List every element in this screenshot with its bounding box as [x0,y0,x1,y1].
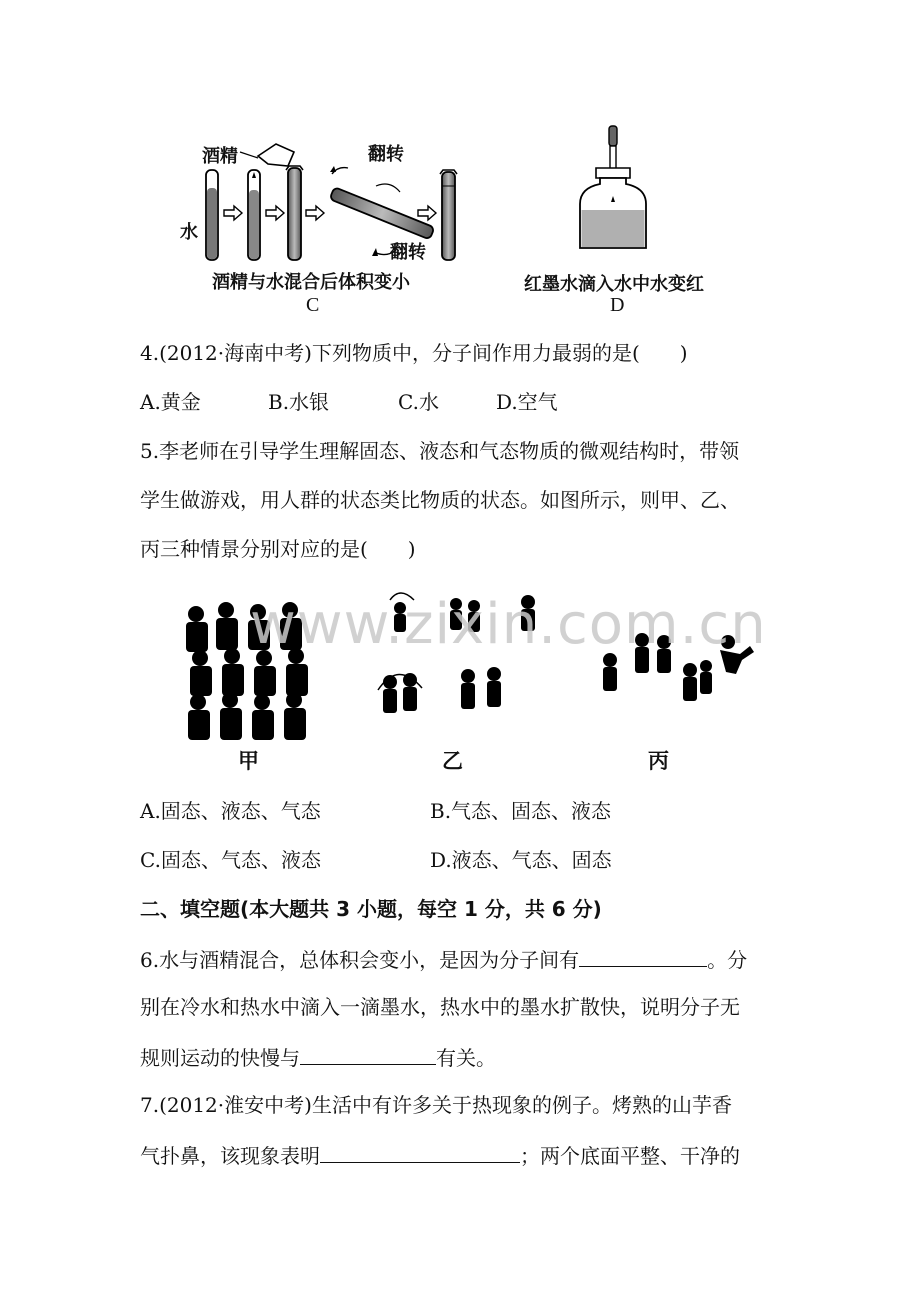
section-2-heading: 二、填空题(本大题共 3 小题，每空 1 分，共 6 分) [140,897,602,921]
q6-line1-text: 6.水与酒精混合，总体积会变小，是因为分子间有 [140,948,580,972]
q4-option-a: A.黄金 [140,390,201,414]
q6-line3-end: 有关。 [436,1046,496,1070]
q5-option-d: D.液态、气态、固态 [430,848,612,872]
question-5-line-2: 学生做游戏，用人群的状态类比物质的状态。如图所示，则甲、乙、 [140,488,740,512]
figure-c-letter: C [306,294,320,316]
crowd-label-yi: 乙 [442,749,463,773]
question-7-line-2 [140,1142,740,1168]
water-label: 水 [180,222,198,243]
figure-d-caption: 红墨水滴入水中水变红 [524,274,704,295]
question-6-line-2: 别在冷水和热水中滴入一滴墨水，热水中的墨水扩散快，说明分子无 [140,995,740,1019]
question-6-line-1 [140,946,747,972]
q5-option-a: A.固态、液态、气态 [140,799,321,823]
q5-option-b: B.气态、固态、液态 [430,799,612,823]
q6-line1-end: 。分 [707,948,748,972]
q5-option-c: C.固态、气态、液态 [140,848,321,872]
figure-d-letter: D [610,294,625,316]
q6-blank-1[interactable] [579,946,707,967]
flip-bottom-label: 翻转 [390,242,426,263]
q4-option-c: C.水 [398,390,439,414]
ink-bottle-drawing [516,124,736,254]
question-4-stem: 4.(2012·海南中考)下列物质中，分子间作用力最弱的是( ) [140,341,688,365]
question-5-line-3: 丙三种情景分别对应的是( ) [140,537,416,561]
q6-blank-2[interactable] [300,1044,436,1065]
figure-c [180,128,470,324]
watermark: www.zixin.com.cn [250,592,767,657]
figure-d [516,124,736,324]
crowd-label-jia: 甲 [238,749,259,773]
q4-option-b: B.水银 [268,390,330,414]
question-7-line-1: 7.(2012·淮安中考)生活中有许多关于热现象的例子。烤熟的山芋香 [140,1093,732,1117]
q7-line2-text: 气扑鼻，该现象表明 [140,1144,320,1168]
question-5-line-1: 5.李老师在引导学生理解固态、液态和气态物质的微观结构时，带领 [140,439,740,463]
figure-c-caption: 酒精与水混合后体积变小 [212,272,410,293]
alcohol-label: 酒精 [202,146,238,167]
q6-line3-text: 规则运动的快慢与 [140,1046,300,1070]
flip-top-label: 翻转 [368,144,404,165]
crowd-label-bing: 丙 [648,749,669,773]
question-6-line-3 [140,1044,496,1070]
q4-option-d: D.空气 [496,390,558,414]
q7-line2-end: ；两个底面平整、干净的 [520,1144,740,1168]
q7-blank-1[interactable] [320,1142,520,1163]
